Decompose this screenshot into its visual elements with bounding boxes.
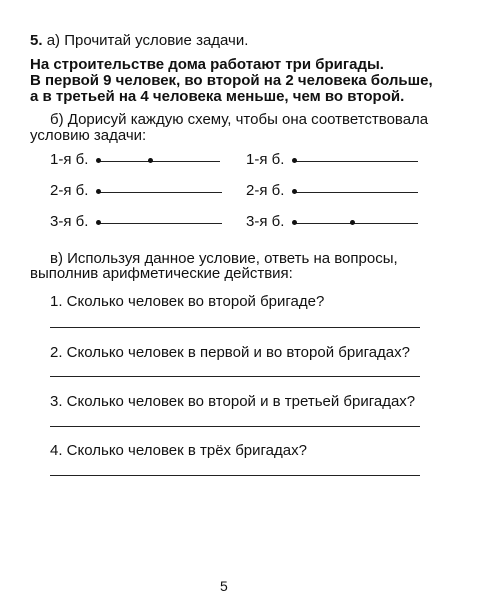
scheme-right-line-3 (294, 223, 418, 224)
scheme-left-label-3: 3-я б. (50, 213, 89, 230)
task-header (30, 32, 248, 49)
question-3: 3. Сколько человек во второй и в третьей бригадах? (50, 393, 416, 410)
scheme-left-line-3 (98, 223, 222, 224)
answer-line-2 (50, 376, 420, 377)
part-c-line-1: в) Используя данное условие, ответь на вопросы, (50, 250, 398, 267)
scheme-right-dot-1 (292, 158, 297, 163)
question-2: 2. Сколько человек в первой и во второй бригадах? (50, 344, 410, 361)
scheme-left-label-2: 2-я б. (50, 182, 89, 199)
scheme-left-dot-end (148, 158, 153, 163)
part-a-text: а) Прочитай условие задачи. (46, 32, 249, 49)
answer-line-4 (50, 475, 420, 476)
scheme-right-dot-2 (292, 189, 297, 194)
task-number: 5. (30, 32, 43, 49)
scheme-right-line-2 (294, 192, 418, 193)
scheme-right-line-1 (294, 161, 418, 162)
scheme-left-dot-3 (96, 220, 101, 225)
part-b-line-1: б) Дорисуй каждую схему, чтобы она соответствовала (50, 111, 429, 128)
scheme-right-dot-3-end (350, 220, 355, 225)
page-number: 5 (220, 578, 228, 594)
answer-line-1 (50, 327, 420, 328)
scheme-left-line-1 (98, 161, 220, 162)
condition-line-1: На строительстве дома работают три бригады. (30, 56, 384, 73)
scheme-left-label-1: 1-я б. (50, 151, 89, 168)
part-c-line-2: выполнив арифметические действия: (30, 265, 293, 282)
part-b-line-2: условию задачи: (30, 127, 147, 144)
scheme-left-dot-start (96, 158, 101, 163)
condition-line-2: В первой 9 человек, во второй на 2 человека больше, (30, 72, 433, 89)
question-4: 4. Сколько человек в трёх бригадах? (50, 442, 307, 459)
scheme-right-dot-3-start (292, 220, 297, 225)
scheme-right-label-2: 2-я б. (246, 182, 285, 199)
question-1: 1. Сколько человек во второй бригаде? (50, 293, 325, 310)
scheme-right-label-1: 1-я б. (246, 151, 285, 168)
scheme-left-line-2 (98, 192, 222, 193)
scheme-left-dot-2 (96, 189, 101, 194)
scheme-right-label-3: 3-я б. (246, 213, 285, 230)
answer-line-3 (50, 426, 420, 427)
condition-line-3: а в третьей на 4 человека меньше, чем во второй. (30, 88, 405, 105)
